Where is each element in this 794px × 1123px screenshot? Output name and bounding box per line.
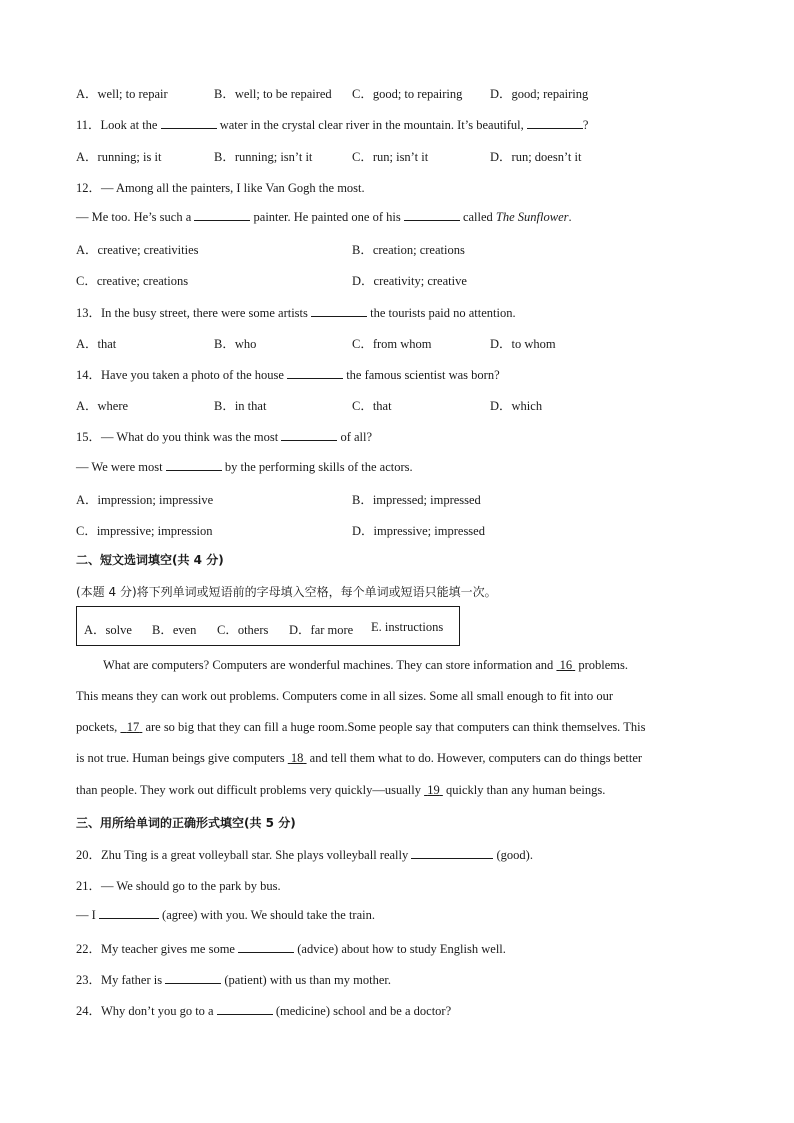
q20-text-1: 20．Zhu Ting is a great volleyball star. She plays volleyball really [76,848,409,862]
q13-text-1: 13．In the busy street, there were some artists [76,306,308,320]
q11-option-d: D．run; doesn’t it [490,150,582,164]
q11-blank-2[interactable] [527,117,583,129]
q24-text-2: (medicine) school and be a doctor? [275,1004,452,1018]
q10-option-a: A．well; to repair [76,87,168,101]
q10-option-d: D．good; repairing [490,87,589,101]
q14-option-d: D．which [490,399,543,413]
q12-line-2 [76,209,572,225]
q20-blank[interactable] [411,847,493,859]
q11-option-c: C．run; isn’t it [352,150,429,164]
q10-option-b: B．well; to be repaired [214,87,332,101]
q13-text-2: the tourists paid no attention. [370,306,516,320]
blank-18[interactable] [288,751,307,765]
word-box [76,606,460,646]
q15-option-c: C．impressive; impression [76,524,213,538]
section-3-title: 三、用所给单词的正确形式填空(共 5 分) [76,816,296,830]
q14-text-2: the famous scientist was born? [346,368,500,382]
question-23 [76,970,391,988]
section-2-title: 二、短文选词填空(共 4 分) [76,553,224,567]
q15-line-1 [76,427,372,445]
passage-text: pockets, [76,720,118,734]
q12-option-d: D．creativity; creative [352,274,467,288]
q11-text-1: 11．Look at the [76,118,158,132]
blank-16-number: 16 [559,658,573,672]
q14-text-1: 14．Have you taken a photo of the house [76,368,284,382]
q12-title-italic: The Sunflower [495,210,569,224]
q13-option-d: D．to whom [490,337,556,351]
q21-line-2 [76,907,375,923]
q23-blank[interactable] [165,972,221,984]
q14-blank[interactable] [287,367,343,379]
q24-blank[interactable] [217,1003,273,1015]
q13-option-b: B．who [214,337,257,351]
q15-option-a: A．impression; impressive [76,493,214,507]
q11-blank-1[interactable] [161,117,217,129]
passage-line-3 [76,720,726,735]
blank-16[interactable] [556,658,575,672]
word-option-c: C．others [217,623,269,637]
q24-text-1: 24．Why don’t you go to a [76,1004,214,1018]
q15-text-c: — We were most [76,460,163,474]
passage-text: and tell them what to do. However, computers can do things better [309,751,643,765]
q23-text-1: 23．My father is [76,973,163,987]
q14-option-b: B．in that [214,399,267,413]
question-11 [76,115,588,133]
q15-text-d: by the performing skills of the actors. [224,460,413,474]
q21-text-a: — I [76,908,96,922]
passage-text: are so big that they can fill a huge room.Some people say that computers can think themselves. This [145,720,646,734]
q14-option-c: C．that [352,399,392,413]
q11-option-b: B．running; isn’t it [214,150,313,164]
q23-text-2: (patient) with us than my mother. [224,973,391,987]
q15-option-d: D．impressive; impressed [352,524,485,538]
passage-line-4 [76,751,726,766]
question-13 [76,303,516,321]
section-2-instruction: (本题 4 分)将下列单词或短语前的字母填入空格，每个单词或短语只能填一次。 [76,585,497,599]
q22-text-2: (advice) about how to study English well. [297,942,506,956]
blank-19[interactable] [424,783,443,797]
q22-text-1: 22．My teacher gives me some [76,942,235,956]
q12-option-c: C．creative; creations [76,274,189,288]
q11-option-a: A．running; is it [76,150,162,164]
passage-line-2: This means they can work out problems. Computers come in all sizes. Some all small enough to fit into our [76,689,614,703]
q13-option-c: C．from whom [352,337,432,351]
passage-line-5 [76,783,726,798]
q12-text-e: . [568,210,572,224]
q13-option-a: A．that [76,337,117,351]
q12-text-a: — Me too. He’s such a [76,210,192,224]
question-24 [76,1001,451,1019]
q15-text-b: of all? [340,430,373,444]
q14-option-a: A．where [76,399,129,413]
q12-blank-2[interactable] [404,209,460,221]
q12-text-b: painter. He painted one of his [253,210,401,224]
question-14 [76,365,500,383]
blank-19-number: 19 [427,783,440,797]
q15-blank-1[interactable] [281,429,337,441]
q12-text-c: called [462,210,493,224]
passage-text: What are computers? Computers are wonderful machines. They can store information and [103,658,554,672]
q11-text-2: water in the crystal clear river in the mountain. It’s beautiful, [219,118,524,132]
q12-option-b: B．creation; creations [352,243,465,257]
q20-text-2: (good). [496,848,533,862]
q11-text-3: ? [582,118,589,132]
q15-text-a: 15．— What do you think was the most [76,430,279,444]
q12-line-1: 12．— Among all the painters, I like Van Gogh the most. [76,181,365,195]
word-option-a: A．solve [84,623,132,637]
blank-17[interactable] [120,720,142,734]
passage-text: than people. They work out difficult problems very quickly—usually [76,783,421,797]
q15-option-b: B．impressed; impressed [352,493,481,507]
word-option-e: E. instructions [371,620,444,634]
passage-text: is not true. Human beings give computers [76,751,285,765]
word-option-d: D．far more [289,623,354,637]
q12-blank-1[interactable] [194,209,250,221]
passage-text: problems. [578,658,628,672]
passage-text: quickly than any human beings. [445,783,606,797]
q21-blank[interactable] [99,907,159,919]
q21-line-1: 21．— We should go to the park by bus. [76,879,281,893]
q15-blank-2[interactable] [166,459,222,471]
q21-text-b: (agree) with you. We should take the train. [162,908,375,922]
q10-option-c: C．good; to repairing [352,87,463,101]
blank-18-number: 18 [290,751,304,765]
q15-line-2 [76,459,413,475]
passage-line-1 [103,658,753,673]
q13-blank[interactable] [311,305,367,317]
q22-blank[interactable] [238,941,294,953]
q12-option-a: A．creative; creativities [76,243,199,257]
blank-17-number: 17 [126,720,140,734]
question-22 [76,939,506,957]
word-option-b: B．even [152,623,197,637]
question-20 [76,845,533,863]
